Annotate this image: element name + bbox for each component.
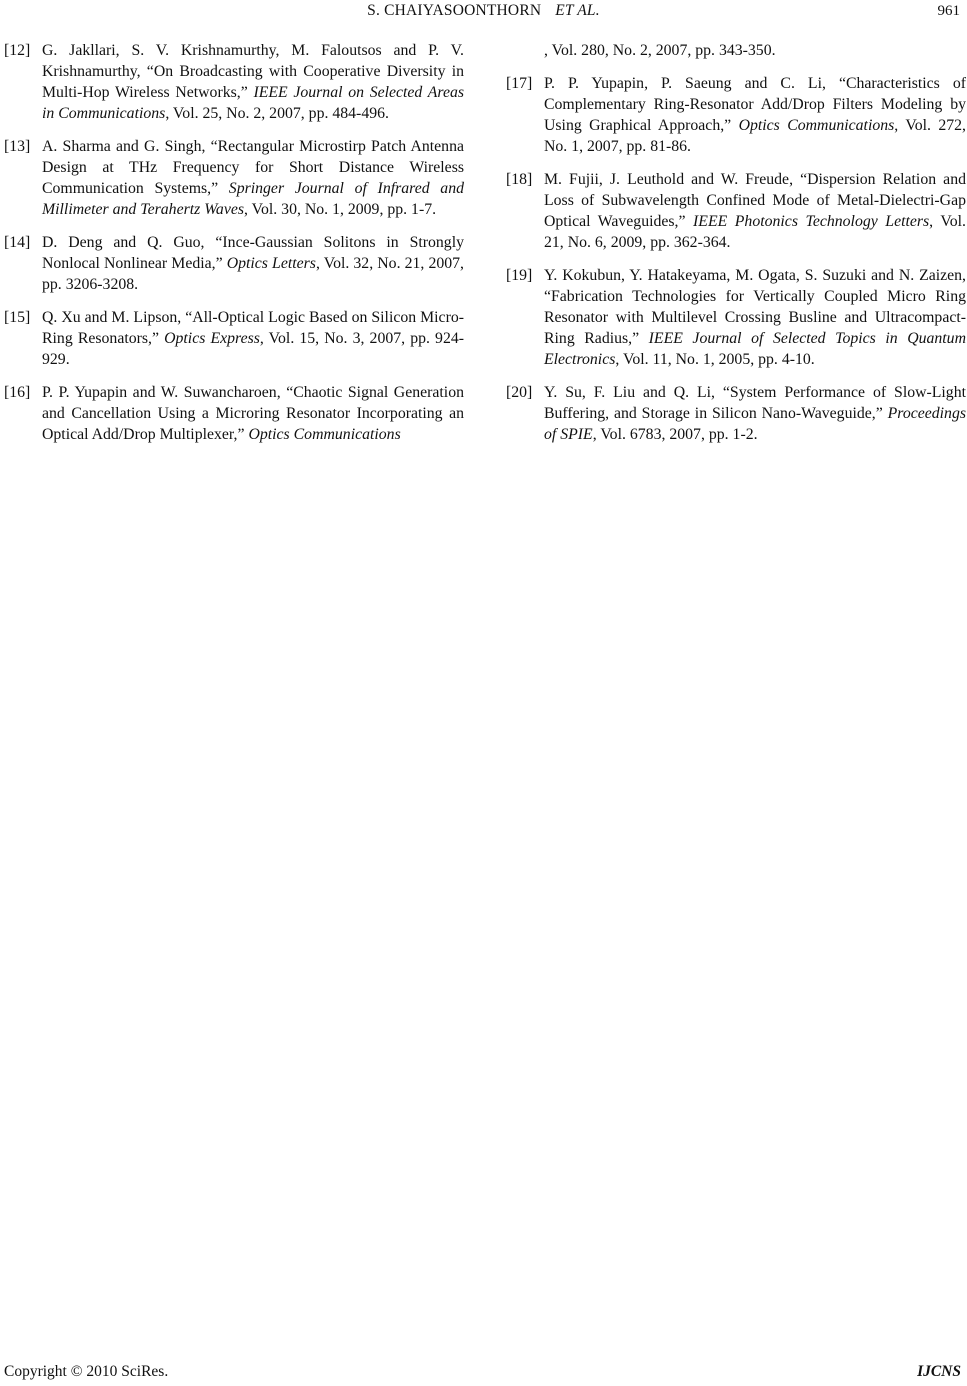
reference-column-left (4, 40, 464, 457)
reference-number: [15] (4, 309, 31, 326)
reference-number: [13] (4, 138, 31, 155)
reference-source: Optics Communications (738, 117, 895, 134)
reference-text: Q. Xu and M. Lipson, “All-Optical Logic Based on Silicon Micro-Ring Resonators,” (42, 309, 464, 347)
running-head-author: S. CHAIYASOONTHORN (367, 2, 542, 19)
reference-text: , Vol. 30, No. 1, 2009, pp. 1-7. (244, 201, 437, 218)
journal-name: IJCNS (917, 1363, 961, 1380)
reference-text: Y. Kokubun, Y. Hatakeyama, M. Ogata, S. Suzuki and N. Zaizen, “Fabrication Technologies for Vertically Coupled Micro Ring Resonator with Multilevel Crossing Busline and Ultracompact-Ring Radius,” (544, 267, 966, 347)
reference-text: P. P. Yupapin and W. Suwancharoen, “Chaotic Signal Generation and Cancellation Using a Microring Resonator Incorporating an Optical Add/Drop Multiplexer,” (42, 384, 464, 443)
reference-entry (4, 136, 464, 220)
reference-number: [12] (4, 42, 31, 59)
reference-text: , Vol. 280, No. 2, 2007, pp. 343-350. (544, 42, 776, 59)
reference-entry (506, 169, 966, 253)
reference-column-right (506, 40, 966, 457)
reference-text: , Vol. 15, No. 3, 2007, pp. 924-929. (42, 330, 465, 368)
reference-entry (506, 382, 966, 445)
reference-number: [18] (506, 171, 533, 188)
reference-source: Proceedings of SPIE (544, 405, 966, 443)
reference-text: , Vol. 32, No. 21, 2007, pp. 3206-3208. (42, 255, 465, 293)
running-head (0, 2, 967, 20)
reference-number: [19] (506, 267, 533, 284)
page-number: 961 (937, 3, 960, 19)
reference-text: M. Fujii, J. Leuthold and W. Freude, “Dispersion Relation and Loss of Subwavelength Confined Mode of Metal-Dielectri-Gap Optical Waveguides,” (544, 171, 966, 230)
reference-source: Optics Express (164, 330, 260, 347)
reference-source: Optics Communications (248, 426, 401, 443)
reference-source: IEEE Journal of Selected Topics in Quantum Electronics (544, 330, 966, 368)
reference-entry (4, 307, 464, 370)
copyright-notice: Copyright © 2010 SciRes. (4, 1363, 169, 1380)
reference-text: , Vol. 11, No. 1, 2005, pp. 4-10. (615, 351, 815, 368)
reference-number: [14] (4, 234, 31, 251)
reference-entry (4, 40, 464, 124)
reference-text: G. Jakllari, S. V. Krishnamurthy, M. Faloutsos and P. V. Krishnamurthy, “On Broadcasting with Cooperative Diversity in Multi-Hop Wireless Networks,” (42, 42, 464, 101)
reference-source: IEEE Photonics Technology Letters (693, 213, 930, 230)
reference-entry (506, 265, 966, 370)
reference-number: [20] (506, 384, 533, 401)
reference-source: Springer Journal of Infrared and Millimeter and Terahertz Waves (42, 180, 464, 218)
reference-text: A. Sharma and G. Singh, “Rectangular Microstirp Patch Antenna Design at THz Frequency for Short Distance Wireless Communication Systems,” (42, 138, 464, 197)
reference-text: D. Deng and Q. Guo, “Ince-Gaussian Solitons in Strongly Nonlocal Nonlinear Media,” (42, 234, 464, 272)
reference-text: P. P. Yupapin, P. Saeung and C. Li, “Characteristics of Complementary Ring-Resonator Add/Drop Filters Modeling by Using Graphical Approach,” (544, 75, 966, 134)
running-head-etal: ET AL. (555, 2, 600, 19)
reference-text: , Vol. 6783, 2007, pp. 1-2. (592, 426, 758, 443)
reference-number: [17] (506, 75, 533, 92)
reference-source: IEEE Journal on Selected Areas in Communications (42, 84, 465, 122)
reference-text: , Vol. 21, No. 6, 2009, pp. 362-364. (544, 213, 966, 251)
reference-text: Y. Su, F. Liu and Q. Li, “System Performance of Slow-Light Buffering, and Storage in Silicon Nano-Waveguide,” (544, 384, 966, 422)
reference-text: , Vol. 272, No. 1, 2007, pp. 81-86. (544, 117, 966, 155)
reference-number: [16] (4, 384, 31, 401)
reference-source: Optics Letters (226, 255, 316, 272)
reference-entry (4, 382, 464, 445)
reference-entry (506, 40, 966, 61)
reference-text: , Vol. 25, No. 2, 2007, pp. 484-496. (165, 105, 389, 122)
reference-entry (4, 232, 464, 295)
reference-entry (506, 73, 966, 157)
